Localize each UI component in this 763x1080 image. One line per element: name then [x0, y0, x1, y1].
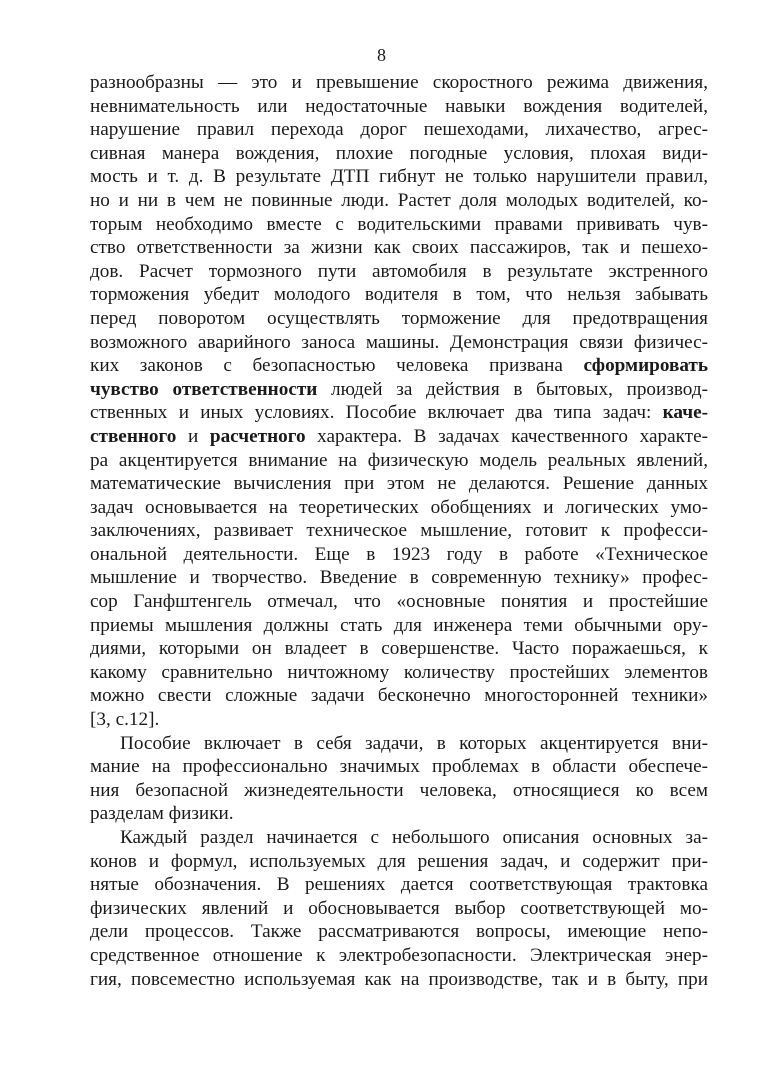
- text-line: Каждый раздел начинается с небольшого описания основных за-: [120, 827, 708, 848]
- text-line: мость и т. д. В результате ДТП гибнут не только нарушители правил,: [90, 166, 708, 188]
- text-line: средственное отношение к электробезопасности. Электрическая энер-: [90, 944, 708, 966]
- text-line: математические вычисления при этом не делаются. Решение данных: [90, 473, 708, 495]
- text-line: [3, с.12].: [90, 709, 160, 731]
- text-line: торым необходимо вместе с водительскими правами прививать чув-: [90, 213, 708, 235]
- text-line: разнообразны — это и превышение скоростного режима движения,: [90, 72, 708, 93]
- text-line: конов и формул, используемых для решения задач, и содержит при-: [90, 850, 708, 872]
- text-line: дели процессов. Также рассматриваются вопросы, имеющие непо-: [90, 921, 708, 943]
- text-segment: характера. В задачах качественного характе-: [305, 425, 708, 447]
- bold-text-segment: расчетного: [209, 425, 306, 447]
- text-line: [90, 378, 708, 402]
- text-line: торможения убедит молодого водителя в том, что нельзя забывать: [90, 284, 708, 306]
- text-line: нарушение правил перехода дорог пешеходами, лихачество, агрес-: [90, 119, 708, 141]
- text-line: нятые обозначения. В решениях дается соответствующая трактовка: [90, 874, 708, 896]
- text-line: невнимательность или недостаточные навыки вождения водителей,: [90, 95, 708, 117]
- text-line: дов. Расчет тормозного пути автомобиля в результате экстренного: [90, 260, 708, 282]
- text-line: возможного аварийного заноса машины. Демонстрация связи физичес-: [90, 331, 708, 353]
- body-text: [90, 71, 708, 991]
- text-line: можно свести сложные задачи бесконечно многосторонней техники»: [90, 685, 708, 707]
- text-segment: и: [176, 425, 210, 447]
- text-line: мание на профессионально значимых проблемах в области обеспече-: [90, 756, 708, 778]
- text-line: сор Ганфштенгель отмечал, что «основные понятия и простейшие: [90, 591, 708, 613]
- text-line: перед поворотом осуществлять торможение для предотвращения: [90, 307, 708, 329]
- text-line: [90, 401, 708, 425]
- text-line: диями, которыми он владеет в совершенстве. Часто поражаешься, к: [90, 638, 708, 660]
- text-line: приемы мышления должны стать для инженера теми обычными ору-: [90, 614, 708, 636]
- text-segment: людей за действия в бытовых, производ-: [317, 378, 708, 400]
- text-line: физических явлений и обосновывается выбор соответствующей мо-: [90, 897, 708, 919]
- bold-text-segment: сформировать: [583, 355, 708, 377]
- text-line: [90, 425, 708, 449]
- text-segment: ственных и иных условиях. Пособие включает два типа задач:: [90, 402, 663, 424]
- text-line: заключениях, развивает техническое мышление, готовит к професси-: [90, 520, 708, 542]
- text-line: гия, повсеместно используемая как на производстве, так и в быту, при: [90, 968, 708, 990]
- text-segment: ких законов с безопасностью человека призвана: [90, 355, 584, 377]
- text-line: [90, 354, 708, 378]
- text-line: сивная манера вождения, плохие погодные условия, плохая види-: [90, 142, 708, 164]
- page-number: 8: [377, 45, 386, 65]
- text-line: ональной деятельности. Еще в 1923 году в работе «Техническое: [90, 543, 708, 565]
- bold-text-segment: чувство ответственности: [90, 378, 318, 400]
- text-line: но и ни в чем не повинные люди. Растет доля молодых водителей, ко-: [90, 189, 708, 211]
- text-line: разделам физики.: [90, 803, 234, 825]
- text-line: какому сравнительно ничтожному количеству простейших элементов: [90, 661, 708, 683]
- text-line: задач основывается на теоретических обобщениях и логических умо-: [90, 496, 708, 518]
- bold-text-segment: ственного: [90, 425, 177, 447]
- text-line: ство ответственности за жизни как своих пассажиров, так и пешехо-: [90, 237, 708, 259]
- text-line: ра акцентируется внимание на физическую модель реальных явлений,: [90, 449, 708, 471]
- bold-text-segment: каче-: [662, 402, 708, 424]
- text-line: ния безопасной жизнедеятельности человека, относящиеся ко всем: [90, 779, 708, 801]
- text-line: Пособие включает в себя задачи, в которых акцентируется вни-: [120, 732, 708, 754]
- text-line: мышление и творчество. Введение в современную технику» профес-: [90, 567, 708, 589]
